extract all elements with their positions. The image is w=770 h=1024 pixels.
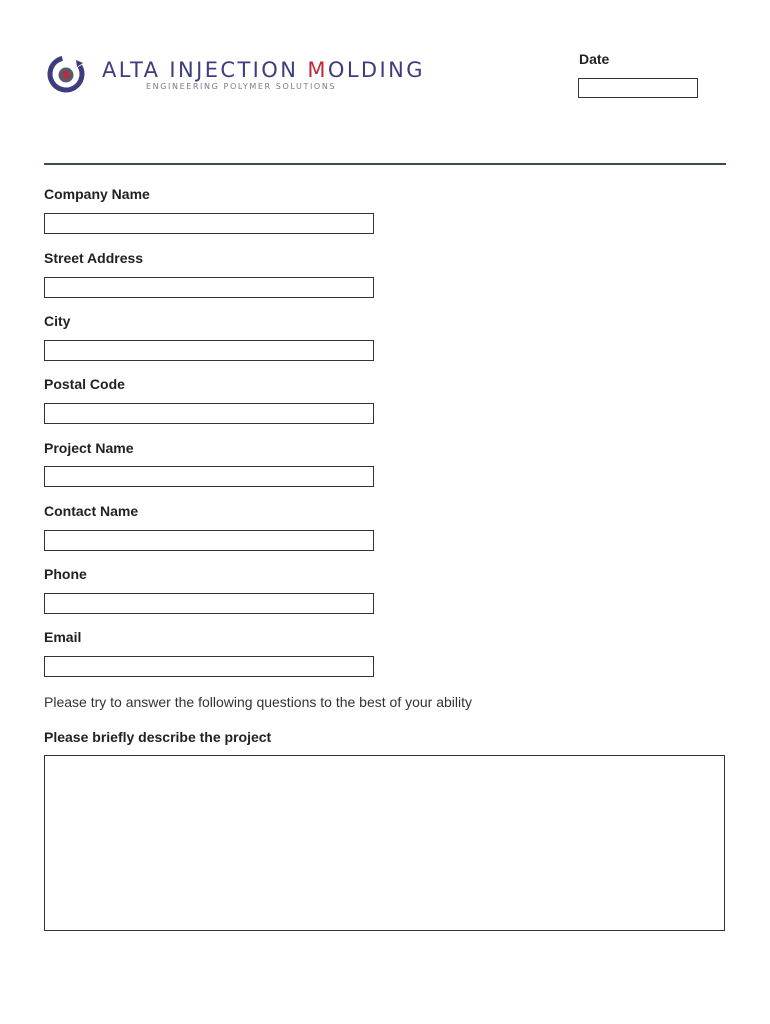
project-name-field[interactable] [44,466,374,487]
street-address-label: Street Address [44,250,144,266]
city-field[interactable] [44,340,374,361]
logo-tagline: ENGINEERING POLYMER SOLUTIONS [146,82,337,91]
email-label: Email [44,629,82,645]
alta-logo-swirl-icon [46,54,86,94]
company-name-label: Company Name [44,186,150,202]
street-address-field[interactable] [44,277,374,298]
project-name-label: Project Name [44,440,134,456]
company-logo [46,52,425,96]
contact-name-label: Contact Name [44,503,139,519]
logo-title-post: OLDING [327,58,425,82]
company-name-field[interactable] [44,213,374,234]
logo-title-accent: M [307,58,328,82]
project-description-label: Please briefly describe the project [44,729,272,745]
project-description-field[interactable] [44,755,725,931]
email-field[interactable] [44,656,374,677]
header-divider [44,163,726,165]
city-label: City [44,313,71,329]
instructions-text: Please try to answer the following questions to the best of your ability [44,694,473,710]
phone-field[interactable] [44,593,374,614]
postal-code-label: Postal Code [44,376,125,392]
postal-code-field[interactable] [44,403,374,424]
phone-label: Phone [44,566,87,582]
contact-name-field[interactable] [44,530,374,551]
date-label: Date [579,51,610,67]
logo-title [102,58,425,82]
date-field[interactable] [578,78,698,98]
logo-title-pre: ALTA INJECTION [102,58,308,82]
